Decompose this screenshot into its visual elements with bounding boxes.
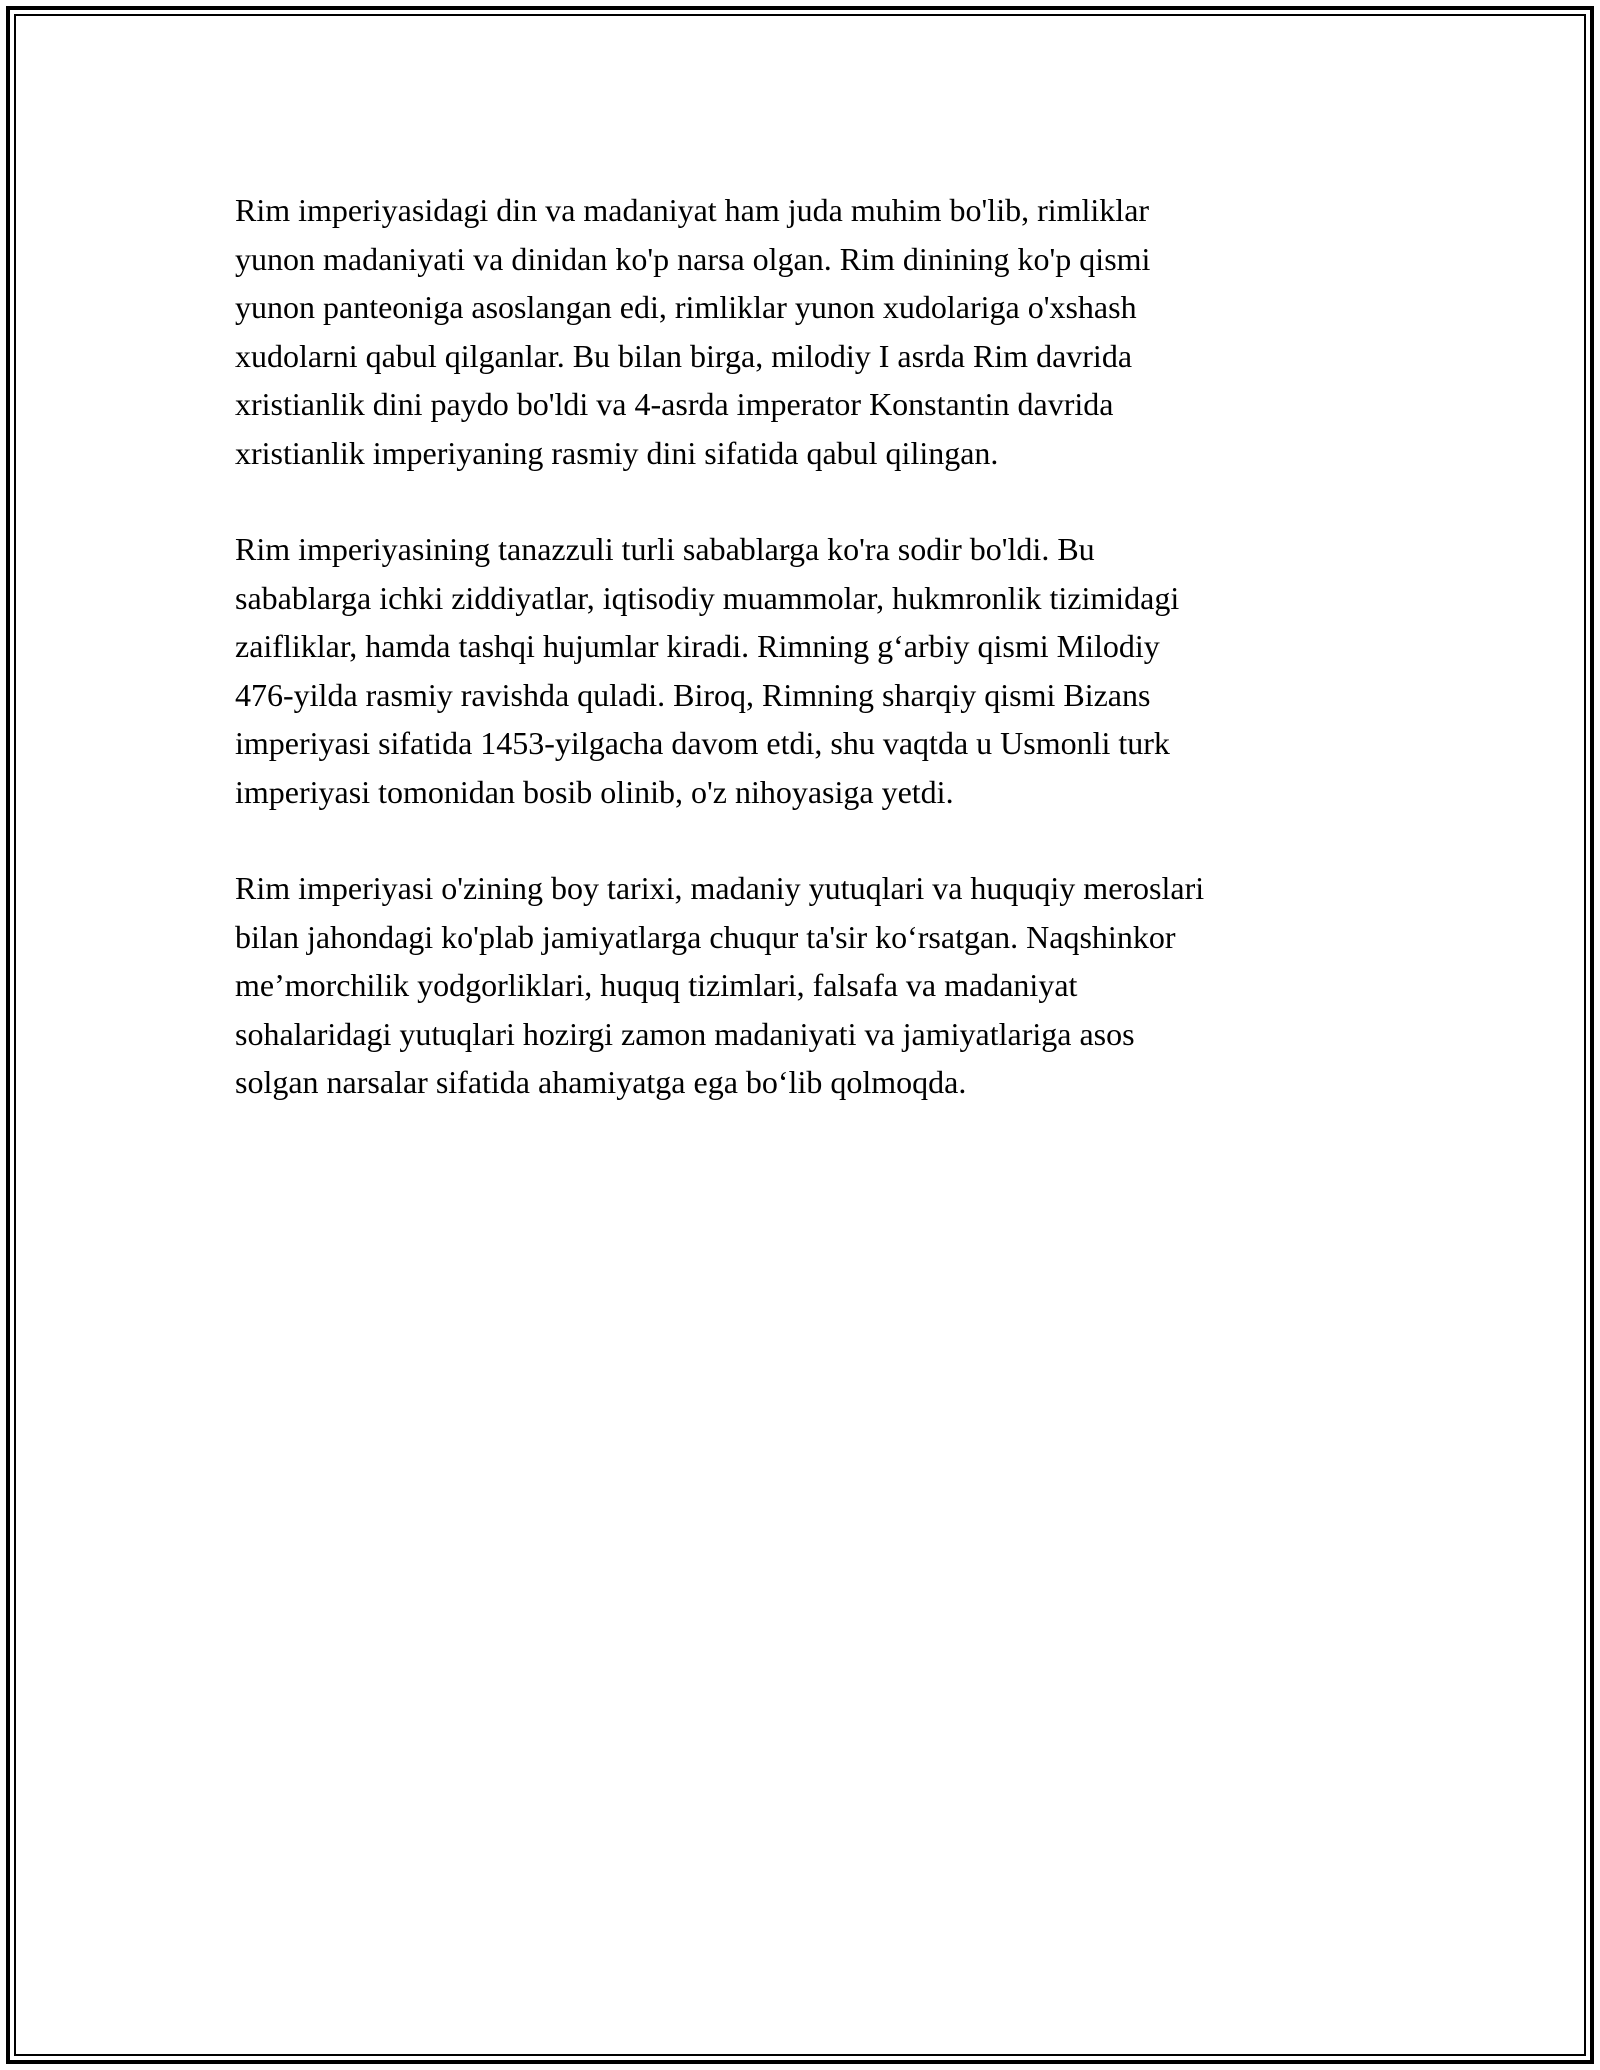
text-line: Rim imperiyasidagi din va madaniyat ham juda muhim bo'lib, rimliklar [235, 192, 1150, 228]
text-line: sabablarga ichki ziddiyatlar, iqtisodiy muammolar, hukmronlik tizimidagi [235, 579, 1180, 616]
text-line: Rim imperiyasi o'zining boy tarixi, madaniy yutuqlari va huquqiy meroslari [235, 870, 1205, 906]
document-body [235, 186, 1365, 1155]
text-line: xudolarni qabul qilganlar. Bu bilan birga, milodiy I asrda Rim davrida [235, 337, 1133, 374]
paragraph-decline [235, 525, 1365, 816]
text-line: xristianlik dini paydo bo'ldi va 4-asrda imperator Konstantin davrida [235, 386, 1114, 422]
paragraph-religion-culture [235, 186, 1365, 477]
text-line: yunon madaniyati va dinidan ko'p narsa olgan. Rim dinining ko'p qismi [235, 240, 1151, 277]
text-line: 476-yilda rasmiy ravishda quladi. Biroq, Rimning sharqiy qismi Bizans [235, 676, 1151, 713]
text-line: imperiyasi tomonidan bosib olinib, o'z nihoyasiga yetdi. [235, 773, 954, 810]
text-line: xristianlik imperiyaning rasmiy dini sifatida qabul qilingan. [235, 434, 999, 471]
text-line: zaifliklar, hamda tashqi hujumlar kiradi. Rimning g‘arbiy qismi Milodiy [235, 628, 1160, 664]
text-line: me’morchilik yodgorliklari, huquq tizimlari, falsafa va madaniyat [235, 967, 1078, 1003]
paragraph-legacy [235, 864, 1365, 1107]
text-line: yunon panteoniga asoslangan edi, rimliklar yunon xudolariga o'xshash [235, 289, 1137, 325]
text-line: bilan jahondagi ko'plab jamiyatlarga chuqur ta'sir ko‘rsatgan. Naqshinkor [235, 918, 1176, 955]
text-line: sohalaridagi yutuqlari hozirgi zamon madaniyati va jamiyatlariga asos [235, 1015, 1135, 1052]
text-line: solgan narsalar sifatida ahamiyatga ega bo‘lib qolmoqda. [235, 1064, 967, 1100]
text-line: imperiyasi sifatida 1453-yilgacha davom etdi, shu vaqtda u Usmonli turk [235, 725, 1170, 761]
text-line: Rim imperiyasining tanazzuli turli sabablarga ko'ra sodir bo'ldi. Bu [235, 531, 1095, 567]
